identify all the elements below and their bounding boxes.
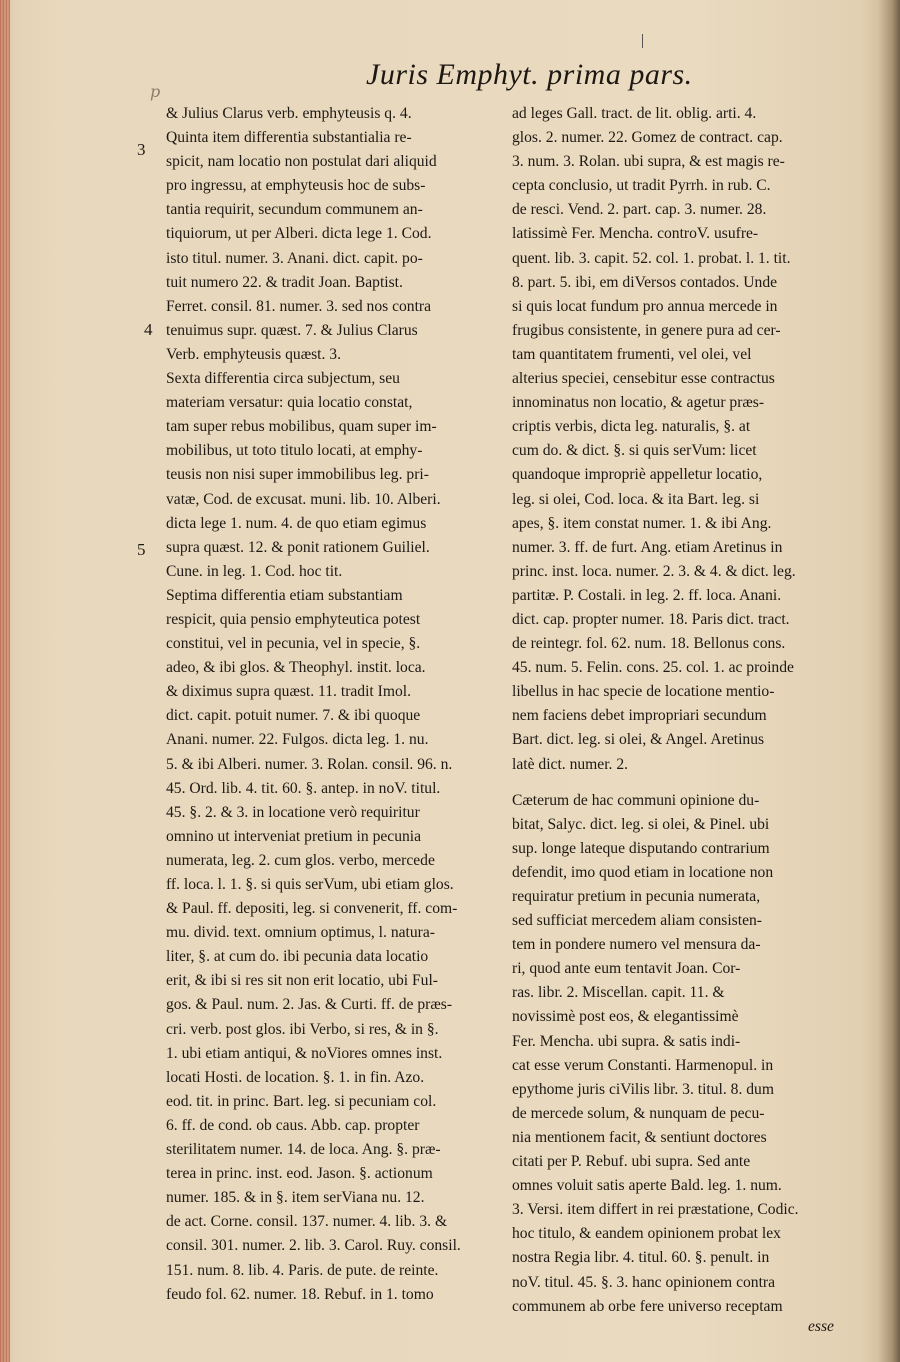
text-line: gos. & Paul. num. 2. Jas. & Curti. ff. de præs- bbox=[166, 996, 453, 1014]
text-line: & Paul. ff. depositi, leg. si convenerit, ff. com- bbox=[166, 900, 458, 918]
text-line: cat esse verum Constanti. Harmenopul. in bbox=[512, 1056, 774, 1074]
page-mark: p bbox=[150, 82, 161, 101]
text-line: liter, §. at cum do. ibi pecunia data locatio bbox=[166, 948, 429, 966]
text-line: pro ingressu, at emphyteusis hoc de subs- bbox=[166, 177, 426, 195]
text-line: & diximus supra quæst. 11. tradit Imol. bbox=[166, 683, 412, 701]
text-line: omnes voluit satis aperte Bald. leg. 1. num. bbox=[512, 1177, 782, 1195]
text-line: respicit, quia pensio emphyteutica potest bbox=[166, 610, 421, 628]
text-line: defendit, imo quod etiam in locatione non bbox=[512, 863, 774, 881]
text-line: Fer. Mencha. ubi supra. & satis indi- bbox=[512, 1032, 741, 1050]
text-line: materiam versatur: quia locatio constat, bbox=[166, 394, 413, 412]
text-line: 1. ubi etiam antiqui, & noViores omnes inst. bbox=[166, 1044, 443, 1062]
text-line: Sexta differentia circa subjectum, seu bbox=[166, 370, 400, 388]
text-line: cri. verb. post glos. ibi Verbo, si res, & in §. bbox=[166, 1020, 439, 1038]
catchword: esse bbox=[808, 1318, 834, 1335]
text-line: nem faciens debet impropriari secundum bbox=[512, 707, 767, 725]
text-line: spicit, nam locatio non postulat dari aliquid bbox=[166, 153, 437, 171]
text-line: teusis non nisi super immobilibus leg. pri- bbox=[166, 466, 429, 484]
text-line: latissimè Fer. Mencha. controV. usufre- bbox=[512, 225, 759, 243]
text-line: tiquiorum, ut per Alberi. dicta lege 1. Cod. bbox=[166, 225, 432, 243]
text-line: novissimè post eos, & elegantissimè bbox=[512, 1008, 739, 1026]
text-line: latè dict. numer. 2. bbox=[512, 755, 629, 773]
text-line: partitæ. P. Costali. in leg. 2. ff. loca. Anani. bbox=[512, 586, 782, 604]
text-line: eod. tit. in princ. Bart. leg. si pecuniam col. bbox=[166, 1092, 437, 1110]
text-line: ras. libr. 2. Miscellan. capit. 11. & bbox=[512, 984, 725, 1002]
text-line: citati per P. Rebuf. ubi supra. Sed ante bbox=[512, 1153, 751, 1171]
text-line: dict. cap. propter numer. 18. Paris dict. tract. bbox=[512, 610, 790, 628]
text-line: ri, quod ante eum tentavit Joan. Cor- bbox=[512, 960, 741, 978]
text-line: mobilibus, ut toto titulo locati, at emphy- bbox=[166, 442, 423, 460]
text-line: feudo fol. 62. numer. 18. Rebuf. in 1. tomo bbox=[166, 1285, 434, 1303]
text-line: tam quantitatem frumenti, vel olei, vel bbox=[512, 345, 752, 363]
text-line: nia mentionem facit, & sentiunt doctores bbox=[512, 1128, 767, 1146]
text-line: 5. & ibi Alberi. numer. 3. Rolan. consil. 96. n. bbox=[166, 755, 453, 773]
text-line: Anani. numer. 22. Fulgos. dicta leg. 1. nu. bbox=[166, 731, 429, 749]
text-line: tenuimus supr. quæst. 7. & Julius Clarus bbox=[166, 321, 418, 339]
text-line: ad leges Gall. tract. de lit. oblig. arti. 4. bbox=[512, 105, 757, 122]
text-line: epythome juris ciVilis libr. 3. titul. 8. dum bbox=[512, 1080, 774, 1098]
text-line: 45. num. 5. Felin. cons. 25. col. 1. ac proinde bbox=[512, 659, 794, 677]
text-line: adeo, & ibi glos. & Theophyl. instit. loca. bbox=[166, 659, 426, 677]
text-line: communem ab orbe fere universo receptam bbox=[512, 1297, 783, 1315]
text-line: si quis locat fundum pro annua mercede in bbox=[512, 297, 778, 315]
running-head: Juris Emphyt. prima pars. bbox=[366, 58, 693, 91]
text-line: consil. 301. numer. 2. lib. 3. Carol. Ruy. consil. bbox=[166, 1237, 461, 1255]
text-line: Bart. dict. leg. si olei, & Angel. Aretinus bbox=[512, 731, 765, 749]
text-line: bitat, Salyc. dict. leg. si olei, & Pinel. ubi bbox=[512, 815, 770, 833]
text-line: tem in pondere numero vel mensura da- bbox=[512, 936, 761, 954]
text-line: Cæterum de hac communi opinione du- bbox=[512, 791, 760, 809]
text-line: hoc titulo, & eandem opinionem probat lex bbox=[512, 1225, 781, 1243]
text-line: isto titul. numer. 3. Anani. dict. capit. po- bbox=[166, 249, 423, 267]
text-line: terea in princ. inst. eod. Jason. §. actionum bbox=[166, 1165, 433, 1183]
text-line: erit, & ibi si res sit non erit locatio, ubi Ful- bbox=[166, 972, 438, 990]
text-line: apes, §. item constat numer. 1. & ibi Ang. bbox=[512, 514, 772, 532]
text-line: Verb. emphyteusis quæst. 3. bbox=[166, 345, 341, 363]
text-line: leg. si olei, Cod. loca. & ita Bart. leg. si bbox=[512, 490, 760, 508]
text-line: 45. Ord. lib. 4. tit. 60. §. antep. in noV. titul. bbox=[166, 779, 441, 797]
text-line: locati Hosti. de location. §. 1. in fin. Azo. bbox=[166, 1068, 425, 1086]
right-column bbox=[512, 102, 850, 1319]
left-column bbox=[166, 102, 496, 1307]
gutter-mark bbox=[642, 34, 643, 48]
text-line: 6. ff. de cond. ob caus. Abb. cap. propter bbox=[166, 1116, 420, 1134]
text-line: 151. num. 8. lib. 4. Paris. de pute. de reinte. bbox=[166, 1261, 439, 1279]
text-line: requiratur pretium in pecunia numerata, bbox=[512, 888, 761, 905]
text-line: supra quæst. 12. & ponit rationem Guiliel. bbox=[166, 538, 430, 556]
text-line: sterilitatem numer. 14. de loca. Ang. §. præ- bbox=[166, 1141, 441, 1159]
text-line: & Julius Clarus verb. emphyteusis q. 4. bbox=[166, 105, 412, 122]
text-line: Septima differentia etiam substantiam bbox=[166, 586, 403, 604]
text-line: frugibus consistente, in genere pura ad cer- bbox=[512, 321, 781, 339]
text-line: quent. lib. 3. capit. 52. col. 1. probat. l. 1. tit. bbox=[512, 249, 791, 267]
text-line: sed sufficiat mercedem aliam consisten- bbox=[512, 912, 762, 930]
margin-number-5: 5 bbox=[137, 540, 146, 559]
text-line: 45. §. 2. & 3. in locatione verò requiritur bbox=[166, 803, 420, 821]
text-line: alterius speciei, censebitur esse contractus bbox=[512, 370, 775, 388]
page-gutter-shadow bbox=[878, 0, 900, 1362]
page-edge-left bbox=[0, 0, 10, 1362]
text-line: princ. inst. loca. numer. 2. 3. & 4. & dict. leg. bbox=[512, 562, 796, 580]
text-line: quandoque impropriè appelletur locatio, bbox=[512, 466, 763, 484]
text-line: numer. 185. & in §. item serViana nu. 12. bbox=[166, 1189, 425, 1207]
text-line: Cune. in leg. 1. Cod. hoc tit. bbox=[166, 562, 343, 580]
text-line: numerata, leg. 2. cum glos. verbo, mercede bbox=[166, 851, 435, 869]
text-line: tam super rebus mobilibus, quam super im- bbox=[166, 418, 437, 436]
margin-number-3: 3 bbox=[137, 140, 146, 159]
paragraph-gap bbox=[512, 777, 850, 789]
text-line: dicta lege 1. num. 4. de quo etiam egimus bbox=[166, 514, 427, 532]
text-line: de mercede solum, & nunquam de pecu- bbox=[512, 1104, 765, 1122]
text-line: constitui, vel in pecunia, vel in specie, §. bbox=[166, 635, 421, 653]
text-line: noV. titul. 45. §. 3. hanc opinionem contra bbox=[512, 1273, 776, 1291]
text-line: tuit numero 22. & tradit Joan. Baptist. bbox=[166, 273, 403, 291]
text-line: cepta conclusio, ut tradit Pyrrh. in rub. C. bbox=[512, 177, 771, 195]
text-line: de reintegr. fol. 62. num. 18. Bellonus cons. bbox=[512, 635, 786, 653]
text-line: sup. longe lateque disputando contrarium bbox=[512, 839, 770, 857]
text-line: 8. part. 5. ibi, em diVersos contados. Unde bbox=[512, 273, 778, 291]
text-line: glos. 2. numer. 22. Gomez de contract. cap. bbox=[512, 129, 783, 147]
text-line: de resci. Vend. 2. part. cap. 3. numer. 28. bbox=[512, 201, 767, 219]
text-line: omnino ut interveniat pretium in pecunia bbox=[166, 827, 422, 845]
text-line: vatæ, Cod. de excusat. muni. lib. 10. Alberi. bbox=[166, 490, 441, 508]
text-line: criptis verbis, dicta leg. naturalis, §. at bbox=[512, 418, 751, 436]
text-line: cum do. & dict. §. si quis serVum: licet bbox=[512, 442, 757, 460]
text-line: Ferret. consil. 81. numer. 3. sed nos contra bbox=[166, 297, 432, 315]
margin-number-4: 4 bbox=[144, 320, 153, 339]
text-line: Quinta item differentia substantialia re- bbox=[166, 129, 412, 147]
text-line: 3. num. 3. Rolan. ubi supra, & est magis re- bbox=[512, 153, 785, 171]
text-line: libellus in hac specie de locatione mentio- bbox=[512, 683, 775, 701]
text-line: innominatus non locatio, & agetur præs- bbox=[512, 394, 765, 412]
text-line: tantia requirit, secundum communem an- bbox=[166, 201, 423, 219]
text-line: mu. divid. text. omnium optimus, l. natura- bbox=[166, 924, 435, 942]
text-line: ff. loca. l. 1. §. si quis serVum, ubi etiam glos. bbox=[166, 876, 454, 893]
text-line: de act. Corne. consil. 137. numer. 4. lib. 3. & bbox=[166, 1213, 448, 1231]
text-line: 3. Versi. item differt in rei præstatione, Codic. bbox=[512, 1201, 799, 1219]
text-line: nostra Regia libr. 4. titul. 60. §. penult. in bbox=[512, 1249, 770, 1267]
text-line: dict. capit. potuit numer. 7. & ibi quoque bbox=[166, 707, 421, 725]
text-line: numer. 3. ff. de furt. Ang. etiam Aretinus in bbox=[512, 538, 783, 556]
